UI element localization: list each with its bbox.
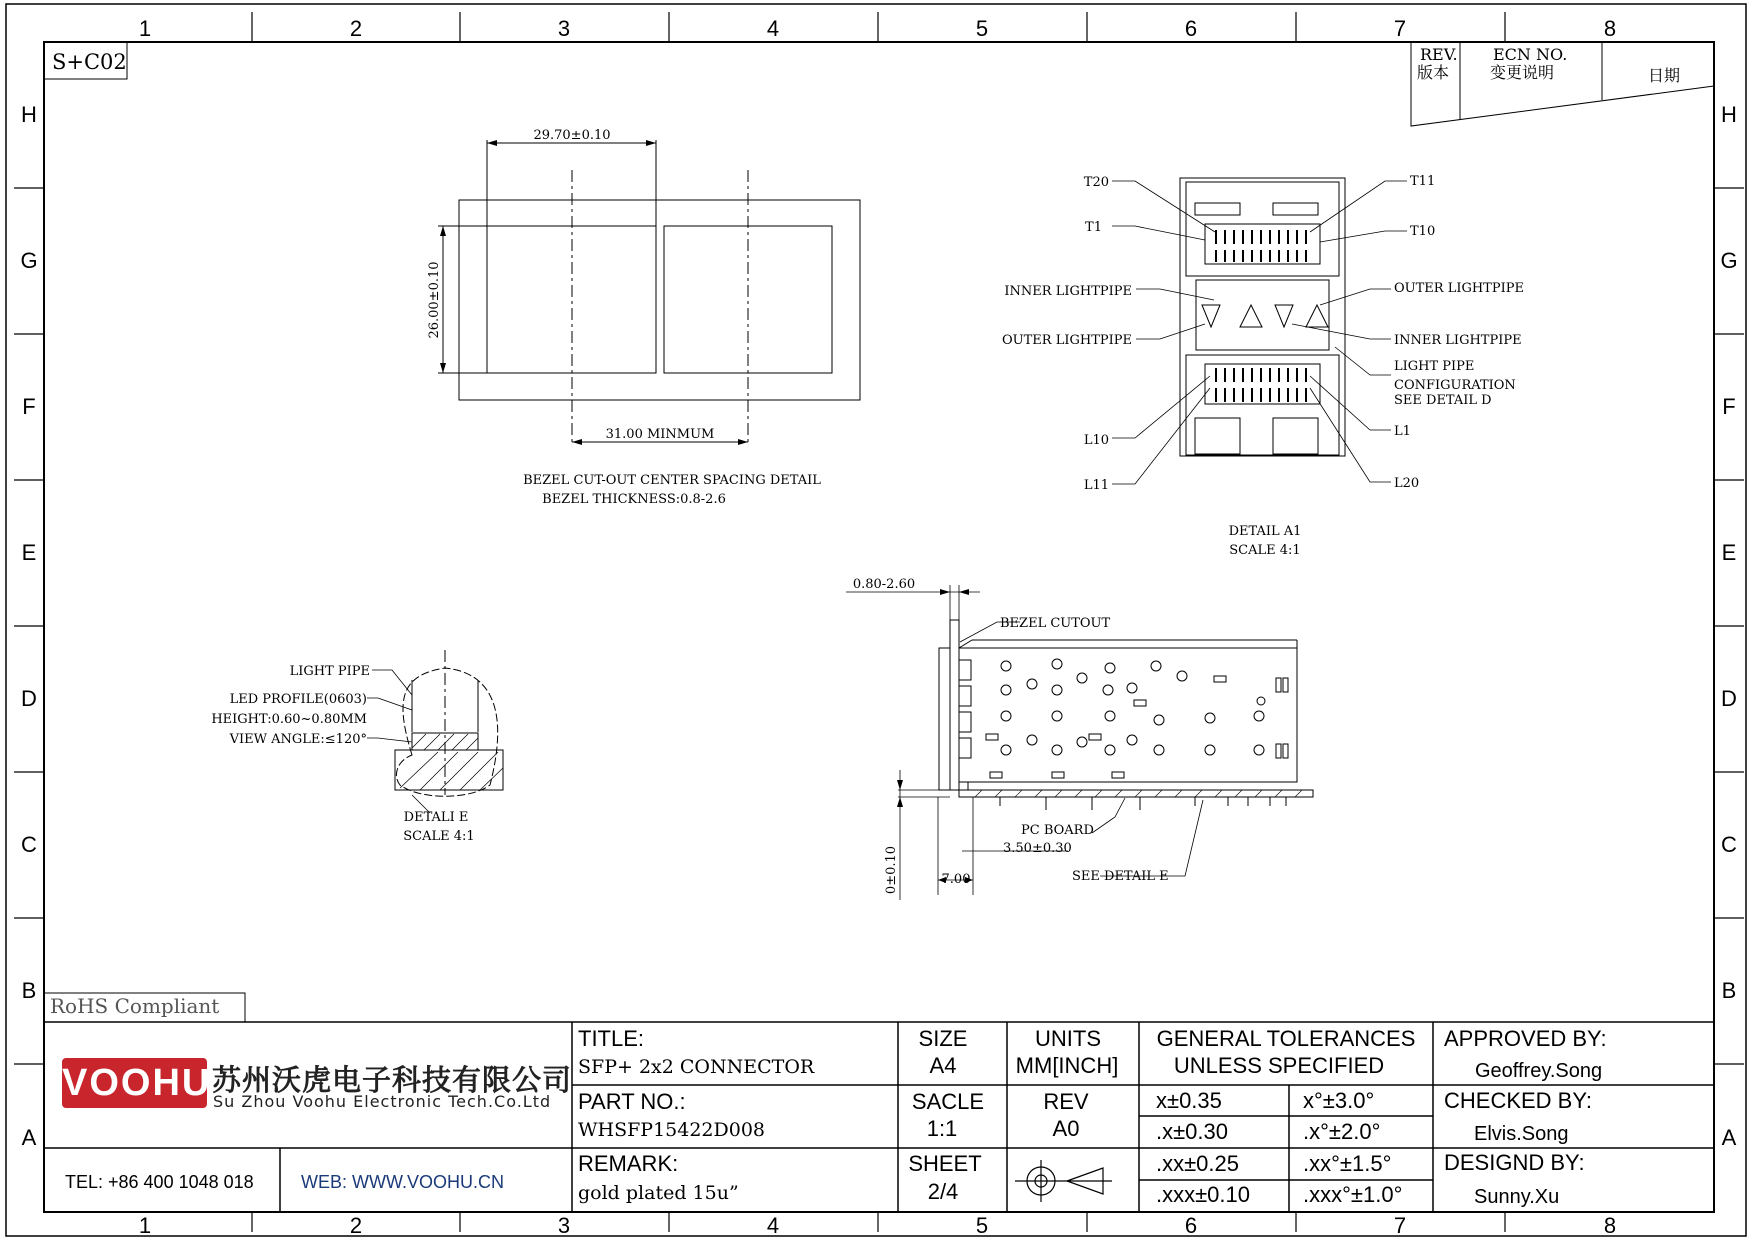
bezel-cutout-label: BEZEL CUTOUT [1000, 616, 1111, 631]
row-label-right: E [1721, 540, 1737, 565]
tolerance-cell: .xx°±1.5° [1303, 1151, 1392, 1176]
outer-lightpipe-right: OUTER LIGHTPIPE [1394, 281, 1524, 296]
title-label: TITLE: [578, 1026, 645, 1051]
pin-label-l1: L1 [1394, 424, 1411, 439]
size-value: A4 [929, 1053, 957, 1078]
tolerance-cell: x±0.35 [1156, 1088, 1222, 1113]
detail-a1-caption-2: SCALE 4:1 [1229, 543, 1301, 558]
row-label-left: B [21, 978, 37, 1003]
col-label-top: 7 [1393, 16, 1407, 41]
col-label-bottom: 8 [1603, 1213, 1617, 1238]
outer-border [6, 4, 1746, 1236]
title-value: SFP+ 2x2 CONNECTOR [578, 1056, 815, 1078]
scale-value: 1:1 [926, 1116, 958, 1141]
bezel-thickness-dim: 0.80-2.60 [852, 577, 916, 592]
rev-label-tb: REV [1043, 1089, 1089, 1114]
checked-value: Elvis.Song [1474, 1123, 1569, 1145]
col-label-bottom: 3 [557, 1213, 571, 1238]
bezel-cutout-detail [438, 140, 860, 446]
outer-lightpipe-left: OUTER LIGHTPIPE [1002, 333, 1132, 348]
tolerance-cell: .xxx±0.10 [1156, 1182, 1251, 1207]
units-label: UNITS [1035, 1026, 1101, 1051]
col-label-bottom: 1 [138, 1213, 152, 1238]
designed-label: DESIGND BY: [1444, 1150, 1585, 1175]
ecn-label-cn: 变更说明 [1490, 63, 1555, 82]
date-label-cn: 日期 [1648, 66, 1681, 85]
inner-lightpipe-right: INNER LIGHTPIPE [1394, 333, 1522, 348]
bezel-plate [950, 620, 959, 790]
row-label-left: G [20, 248, 38, 273]
inner-lightpipe-left: INNER LIGHTPIPE [1004, 284, 1132, 299]
col-label-bottom: 6 [1184, 1213, 1198, 1238]
light-pipe-config-2: CONFIGURATION [1394, 378, 1516, 393]
col-label-bottom: 7 [1393, 1213, 1407, 1238]
sheet-label: SHEET [908, 1151, 982, 1176]
bezel-outline [459, 200, 860, 400]
contact-pins-top [1216, 230, 1306, 262]
bezel-width-dim: 29.70±0.10 [533, 128, 611, 143]
tolerance-header-2: UNLESS SPECIFIED [1173, 1053, 1385, 1078]
detail-a1-caption-1: DETAIL A1 [1228, 524, 1302, 539]
sheet-value: 2/4 [927, 1179, 959, 1204]
col-label-bottom: 5 [975, 1213, 989, 1238]
bezel-height-dim: 26.00±0.10 [427, 261, 442, 339]
col-label-top: 5 [975, 16, 989, 41]
drawing-code: S+C02 [52, 50, 127, 74]
row-label-left: D [21, 686, 37, 711]
col-label-top: 2 [349, 16, 363, 41]
pc-board-hatch [975, 790, 1302, 797]
remark-label: REMARK: [578, 1151, 679, 1176]
tolerance-cell: .x±0.30 [1156, 1119, 1229, 1144]
projection-symbol-icon [1015, 1160, 1112, 1202]
col-label-top: 8 [1603, 16, 1617, 41]
detail-e [395, 650, 503, 796]
detail-e-caption-1: DETALI E [403, 810, 469, 825]
web-text: WEB: WWW.VOOHU.CN [301, 1172, 504, 1192]
detail-e-caption-2: SCALE 4:1 [403, 829, 475, 844]
rev-label-cn: 版本 [1417, 63, 1450, 82]
col-label-top: 3 [557, 16, 571, 41]
detail-e-led-profile: LED PROFILE(0603) [229, 692, 367, 707]
part-label: PART NO.: [578, 1089, 686, 1114]
light-pipe-config-3: SEE DETAIL D [1394, 393, 1492, 408]
tolerance-header-1: GENERAL TOLERANCES [1156, 1026, 1416, 1051]
row-label-left: F [22, 394, 36, 419]
col-label-top: 6 [1184, 16, 1198, 41]
col-label-top: 1 [138, 16, 152, 41]
pin-label-t10: T10 [1410, 224, 1436, 239]
ecn-label: ECN NO. [1493, 45, 1568, 64]
detail-e-height: HEIGHT:0.60~0.80MM [211, 712, 367, 727]
company-name-en: Su Zhou Voohu Electronic Tech.Co.Ltd [213, 1092, 552, 1111]
row-label-right: D [1721, 686, 1737, 711]
rohs-label: RoHS Compliant [50, 994, 220, 1018]
bezel-caption-2: BEZEL THICKNESS:0.8-2.6 [542, 492, 726, 507]
units-value: MM[INCH] [1015, 1053, 1119, 1078]
row-label-right: G [1720, 248, 1738, 273]
see-detail-e-label: SEE DETAIL E [1072, 869, 1169, 884]
side-view [939, 620, 1313, 810]
tolerance-cell: .xxx°±1.0° [1303, 1182, 1403, 1207]
tolerance-cell: .x°±2.0° [1303, 1119, 1381, 1144]
designed-value: Sunny.Xu [1474, 1186, 1560, 1208]
remark-value: gold plated 15u” [578, 1182, 739, 1204]
size-label: SIZE [918, 1026, 968, 1051]
approved-value: Geoffrey.Song [1475, 1060, 1603, 1082]
pin-label-l10: L10 [1083, 433, 1109, 448]
grid-labels [20, 16, 1737, 1238]
pin-label-t20: T20 [1083, 175, 1109, 190]
col-label-bottom: 4 [766, 1213, 780, 1238]
col-label-bottom: 2 [349, 1213, 363, 1238]
row-label-left: A [21, 1125, 37, 1150]
pin-label-l11: L11 [1083, 478, 1109, 493]
checked-label: CHECKED BY: [1444, 1088, 1592, 1113]
bezel-spacing-dim: 31.00 MINMUM [605, 427, 715, 442]
contact-pins-bottom [1216, 368, 1306, 402]
scale-label: SACLE [911, 1089, 985, 1114]
pin-label-t11: T11 [1410, 174, 1436, 189]
tolerance-cell: x°±3.0° [1303, 1088, 1375, 1113]
rev-value: A0 [1052, 1116, 1080, 1141]
detail-e-view-angle: VIEW ANGLE:≤120° [229, 732, 367, 747]
vertical-dim: 0±0.10 [884, 845, 899, 895]
row-label-right: A [1721, 1125, 1737, 1150]
rev-label: REV. [1420, 45, 1458, 64]
part-value: WHSFP15422D008 [578, 1119, 766, 1141]
row-label-right: B [1721, 978, 1737, 1003]
row-label-right: H [1721, 102, 1737, 127]
tel-text: TEL: +86 400 1048 018 [65, 1172, 254, 1192]
tolerance-cell: .xx±0.25 [1156, 1151, 1240, 1176]
pc-board-dim: 3.50±0.30 [1003, 841, 1072, 856]
col-label-top: 4 [766, 16, 780, 41]
row-label-right: C [1721, 832, 1737, 857]
detail-e-light-pipe: LIGHT PIPE [289, 664, 370, 679]
pin-label-l20: L20 [1394, 476, 1420, 491]
row-label-right: F [1722, 394, 1736, 419]
company-name-cn: 苏州沃虎电子科技有限公司 [212, 1063, 573, 1097]
row-label-left: H [21, 102, 37, 127]
row-label-left: E [21, 540, 37, 565]
cage-body [959, 648, 1297, 782]
horizontal-dim: 7.00 [941, 872, 971, 887]
detail-a1-leaders [1112, 181, 1407, 484]
pc-board-label: PC BOARD [1021, 823, 1094, 838]
connector-front-outline [1180, 178, 1345, 456]
row-label-left: C [21, 832, 37, 857]
detail-a1 [1180, 178, 1345, 456]
approved-label: APPROVED BY: [1444, 1026, 1607, 1051]
voohu-logo: VOOHU [62, 1058, 207, 1108]
pin-label-t1: T1 [1085, 220, 1102, 235]
light-pipe-config-1: LIGHT PIPE [1394, 359, 1475, 374]
bezel-caption-1: BEZEL CUT-OUT CENTER SPACING DETAIL [523, 473, 821, 488]
